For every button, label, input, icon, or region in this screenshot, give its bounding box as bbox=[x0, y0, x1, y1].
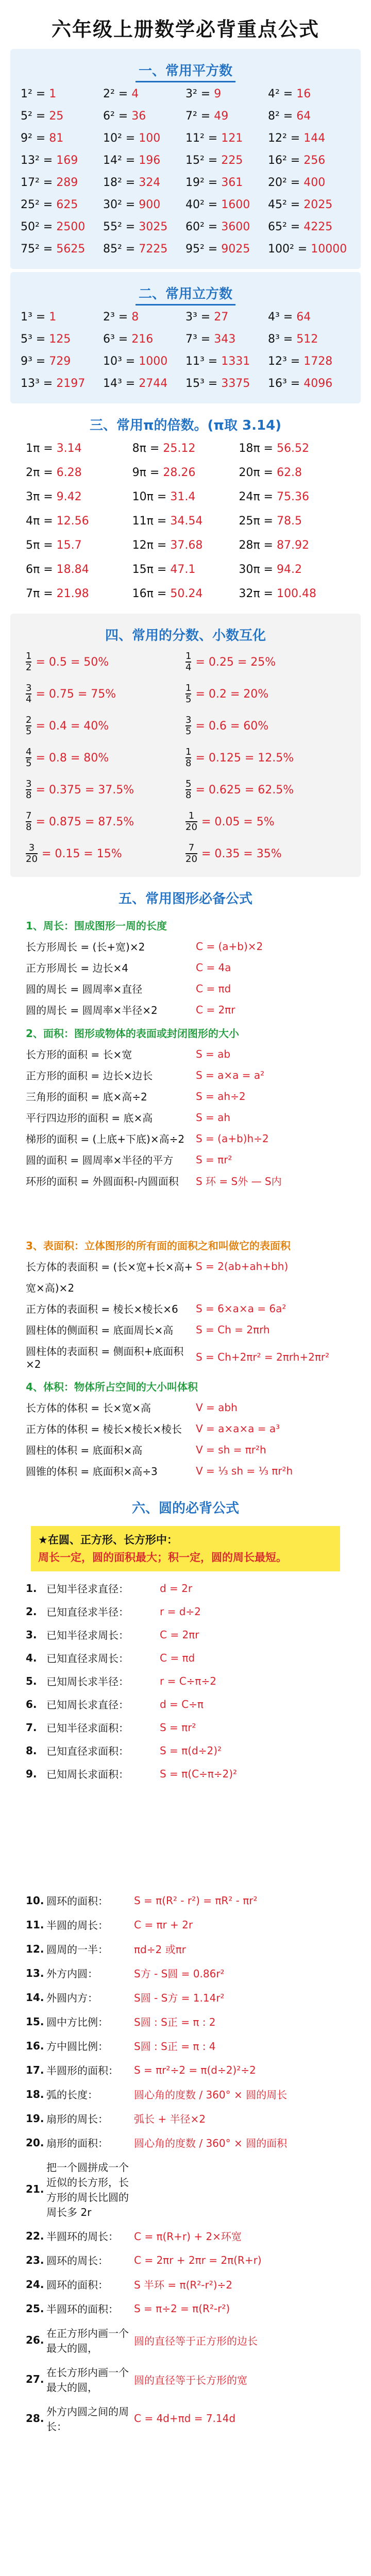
fraction-item: $\frac{4}{5}$ = 0.8 = 80% bbox=[26, 747, 109, 769]
number-cell: 12³ = 1728 bbox=[268, 355, 333, 368]
cube-grid bbox=[10, 308, 361, 393]
circle-formula-row: 2. 已知直径求半径： r = d÷2 bbox=[26, 1605, 201, 1618]
circle-formula-row: 13. 外方内圆： S方 - S圆 = 0.86r² bbox=[26, 1967, 225, 1980]
number-cell: 30² = 900 bbox=[103, 198, 161, 211]
number-cell: 8² = 64 bbox=[268, 110, 311, 123]
formula-row: 梯形的面积 = (上底+下底)×高÷2 S = (a+b)h÷2 bbox=[26, 1132, 269, 1145]
number-cell: 11π = 34.54 bbox=[132, 515, 203, 528]
number-cell: 13² = 169 bbox=[21, 154, 78, 167]
number-cell: 11² = 121 bbox=[185, 132, 243, 145]
number-cell: 8π = 25.12 bbox=[132, 442, 196, 455]
formula-row: 环形的面积 = 外圆面积-内圆面积 S 环 = S外 — S内 bbox=[26, 1175, 282, 1188]
volume-heading: 4、体积：物体所占空间的大小叫体积 bbox=[26, 1381, 198, 1393]
number-cell: 16π = 50.24 bbox=[132, 587, 203, 600]
formula-row: 长方体的体积 = 长×宽×高 V = abh bbox=[26, 1401, 238, 1414]
number-cell: 50² = 2500 bbox=[21, 221, 86, 233]
fraction-item: $\frac{7}{20}$ = 0.35 = 35% bbox=[185, 842, 282, 865]
fraction-item: $\frac{2}{5}$ = 0.4 = 40% bbox=[26, 715, 109, 737]
number-cell: 7π = 21.98 bbox=[26, 587, 89, 600]
formula-section bbox=[10, 877, 361, 1486]
circle-formula-row: 21. 把一个圆拼成一个近似的长方形，长方形的周长比圆的周长多 2r bbox=[26, 2161, 129, 2218]
number-cell: 3² = 9 bbox=[185, 88, 222, 100]
section-title: 二、常用立方数 bbox=[10, 277, 361, 308]
formula-row: 正方形的面积 = 边长×边长 S = a×a = a² bbox=[26, 1069, 265, 1082]
fraction-item: $\frac{1}{4}$ = 0.25 = 25% bbox=[185, 651, 276, 673]
formula-row-cont: 宽×高)×2 bbox=[26, 1282, 75, 1294]
formula-row: 圆的面积 = 圆周率×半径的平方 S = πr² bbox=[26, 1153, 232, 1166]
formula-row: 圆锥的体积 = 底面积×高÷3 V = ⅓ sh = ⅓ πr²h bbox=[26, 1464, 293, 1478]
square-grid bbox=[10, 84, 361, 259]
number-cell: 75² = 5625 bbox=[21, 243, 86, 256]
section-title: 六、圆的必背公式 bbox=[131, 1501, 239, 1516]
circle-formula-row: 10. 圆环的面积： S = π(R² - r²) = πR² - πr² bbox=[26, 1894, 258, 1907]
fraction-item: $\frac{3}{8}$ = 0.375 = 37.5% bbox=[26, 778, 134, 801]
number-cell: 25² = 625 bbox=[21, 198, 78, 211]
number-cell: 13³ = 2197 bbox=[21, 377, 86, 390]
section-title: 五、常用图形必备公式 bbox=[118, 891, 252, 907]
number-cell: 20π = 62.8 bbox=[239, 466, 302, 479]
number-cell: 24π = 75.36 bbox=[239, 490, 309, 503]
circle-formula-row: 9. 已知周长求面积： S = π(C÷π÷2)² bbox=[26, 1767, 238, 1781]
number-cell: 15² = 225 bbox=[185, 154, 243, 167]
fraction-item: $\frac{1}{5}$ = 0.2 = 20% bbox=[185, 683, 269, 705]
formula-row: 长方形周长 = (长+宽)×2 C = (a+b)×2 bbox=[26, 940, 263, 953]
number-cell: 11³ = 1331 bbox=[185, 355, 250, 368]
fraction-item: $\frac{3}{4}$ = 0.75 = 75% bbox=[26, 683, 116, 705]
number-cell: 5π = 15.7 bbox=[26, 539, 82, 552]
number-cell: 16² = 256 bbox=[268, 154, 326, 167]
fraction-item: $\frac{3}{5}$ = 0.6 = 60% bbox=[185, 715, 269, 737]
number-cell: 60² = 3600 bbox=[185, 221, 250, 233]
circle-formula-row: 26. 在正方形内画一个最大的圆， 圆的直径等于正方形的边长 bbox=[26, 2327, 258, 2354]
number-cell: 55² = 3025 bbox=[103, 221, 168, 233]
circle-formula-row: 3. 已知半径求周长： C = 2πr bbox=[26, 1628, 199, 1641]
circle-formula-row: 24. 圆环的面积： S 半环 = π(R²-r²)÷2 bbox=[26, 2278, 233, 2291]
number-cell: 7² = 49 bbox=[185, 110, 229, 123]
formula-row: 三角形的面积 = 底×高÷2 S = ah÷2 bbox=[26, 1090, 246, 1103]
number-cell: 4π = 12.56 bbox=[26, 515, 89, 528]
circle-formula-row: 4. 已知直径求周长： C = πd bbox=[26, 1651, 195, 1665]
number-cell: 2³ = 8 bbox=[103, 311, 139, 324]
number-cell: 20² = 400 bbox=[268, 176, 326, 189]
number-cell: 1π = 3.14 bbox=[26, 442, 82, 455]
circle-formula-row: 22. 半圆环的周长： C = π(R+r) + 2×环宽 bbox=[26, 2229, 242, 2243]
number-cell: 18π = 56.52 bbox=[239, 442, 309, 455]
number-cell: 12π = 37.68 bbox=[132, 539, 203, 552]
number-cell: 8³ = 512 bbox=[268, 333, 318, 346]
number-cell: 19² = 361 bbox=[185, 176, 243, 189]
number-cell: 4² = 16 bbox=[268, 88, 311, 100]
square-numbers-section bbox=[10, 49, 361, 269]
fraction-item: $\frac{7}{8}$ = 0.875 = 87.5% bbox=[26, 810, 134, 833]
fraction-item: $\frac{1}{8}$ = 0.125 = 12.5% bbox=[185, 747, 294, 769]
fraction-grid bbox=[10, 649, 361, 867]
number-cell: 15π = 47.1 bbox=[132, 563, 196, 576]
number-cell: 5² = 25 bbox=[21, 110, 64, 123]
number-cell: 2² = 4 bbox=[103, 88, 139, 100]
fraction-item: $\frac{3}{20}$ = 0.15 = 15% bbox=[26, 842, 122, 865]
cube-numbers-section bbox=[10, 272, 361, 403]
formula-row: 正方体的表面积 = 棱长×棱长×6 S = 6×a×a = 6a² bbox=[26, 1302, 286, 1315]
number-cell: 40² = 1600 bbox=[185, 198, 250, 211]
formula-row: 圆的周长 = 圆周率×半径×2 C = 2πr bbox=[26, 1003, 235, 1016]
number-cell: 32π = 100.48 bbox=[239, 587, 316, 600]
number-cell: 17² = 289 bbox=[21, 176, 78, 189]
circle-formula-row: 23. 圆环的周长： C = 2πr + 2πr = 2π(R+r) bbox=[26, 2253, 262, 2267]
fraction-item: $\frac{1}{20}$ = 0.05 = 5% bbox=[185, 810, 275, 833]
number-cell: 18² = 324 bbox=[103, 176, 161, 189]
formula-row: 圆的周长 = 圆周率×直径 C = πd bbox=[26, 982, 231, 995]
circle-formula-row: 12. 圆周的一半： πd÷2 或πr bbox=[26, 1942, 186, 1956]
formula-row: 正方形周长 = 边长×4 C = 4a bbox=[26, 961, 231, 974]
circle-formula-row: 18. 弧的长度： 圆心角的度数 / 360° × 圆的周长 bbox=[26, 2088, 288, 2101]
formula-row: 圆柱体的侧面积 = 底面周长×高 S = Ch = 2πrh bbox=[26, 1323, 270, 1336]
number-cell: 30π = 94.2 bbox=[239, 563, 302, 576]
number-cell: 85² = 7225 bbox=[103, 243, 168, 256]
number-cell: 6³ = 216 bbox=[103, 333, 154, 346]
number-cell: 6² = 36 bbox=[103, 110, 146, 123]
number-cell: 45² = 2025 bbox=[268, 198, 333, 211]
section-title: 四、常用的分数、小数互化 bbox=[105, 628, 266, 643]
circle-formula-row: 19. 扇形的周长： 弧长 + 半径×2 bbox=[26, 2112, 206, 2125]
number-cell: 10² = 100 bbox=[103, 132, 161, 145]
circle-formula-row: 6. 已知周长求直径： d = C÷π bbox=[26, 1698, 204, 1711]
pi-grid bbox=[10, 439, 361, 603]
number-cell: 4³ = 64 bbox=[268, 311, 311, 324]
number-cell: 9π = 28.26 bbox=[132, 466, 196, 479]
pi-section bbox=[10, 403, 361, 614]
circle-formula-row: 27. 在长方形内画一个最大的圆， 圆的直径等于长方形的宽 bbox=[26, 2366, 247, 2394]
circle-formula-row: 28. 外方内圆之间的周长： C = 4d+πd = 7.14d bbox=[26, 2405, 236, 2433]
area-heading: 2、面积：图形或物体的表面或封闭图形的大小 bbox=[26, 1027, 239, 1040]
page-title: 六年级上册数学必背重点公式 bbox=[51, 18, 319, 41]
circle-formula-row: 7. 已知半径求面积： S = πr² bbox=[26, 1721, 196, 1734]
number-cell: 28π = 87.92 bbox=[239, 539, 309, 552]
fraction-item: $\frac{5}{8}$ = 0.625 = 62.5% bbox=[185, 778, 294, 801]
number-cell: 9³ = 729 bbox=[21, 355, 71, 368]
number-cell: 2π = 6.28 bbox=[26, 466, 82, 479]
section-title: 一、常用平方数 bbox=[10, 54, 361, 84]
number-cell: 12² = 144 bbox=[268, 132, 326, 145]
number-cell: 1² = 1 bbox=[21, 88, 57, 100]
formula-row: 圆柱的体积 = 底面积×高 V = sh = πr²h bbox=[26, 1443, 266, 1456]
number-cell: 65² = 4225 bbox=[268, 221, 333, 233]
number-cell: 16³ = 4096 bbox=[268, 377, 333, 390]
number-cell: 9² = 81 bbox=[21, 132, 64, 145]
number-cell: 7³ = 343 bbox=[185, 333, 236, 346]
number-cell: 3π = 9.42 bbox=[26, 490, 82, 503]
section-title: 三、常用π的倍数。(π取 3.14) bbox=[89, 418, 282, 433]
number-cell: 1³ = 1 bbox=[21, 311, 57, 324]
number-cell: 14³ = 2744 bbox=[103, 377, 168, 390]
fraction-section bbox=[10, 614, 361, 877]
formula-row: 正方体的体积 = 棱长×棱长×棱长 V = a×a×a = a³ bbox=[26, 1422, 280, 1435]
formula-row: 长方体的表面积 = (长×宽+长×高+ S = 2(ab+ah+bh) bbox=[26, 1260, 289, 1273]
surface-heading: 3、表面积：立体图形的所有面的面积之和叫做它的表面积 bbox=[26, 1240, 291, 1252]
formula-row: 平行四边形的面积 = 底×高 S = ah bbox=[26, 1111, 231, 1124]
circle-formula-row: 15. 圆中方比例： S圆 : S正 = π : 2 bbox=[26, 2015, 216, 2028]
formula-row: 长方形的面积 = 长×宽 S = ab bbox=[26, 1047, 231, 1061]
circle-formula-row: 8. 已知直径求面积： S = π(d÷2)² bbox=[26, 1744, 222, 1757]
circle-formula-row: 5. 已知周长求半径： r = C÷π÷2 bbox=[26, 1674, 216, 1688]
number-cell: 6π = 18.84 bbox=[26, 563, 89, 576]
number-cell: 5³ = 125 bbox=[21, 333, 71, 346]
fraction-item: $\frac{1}{2}$ = 0.5 = 50% bbox=[26, 651, 109, 673]
circle-formula-row: 16. 方中圆比例： S圆 : S正 = π : 4 bbox=[26, 2039, 216, 2053]
number-cell: 100² = 10000 bbox=[268, 243, 347, 256]
number-cell: 25π = 78.5 bbox=[239, 515, 302, 528]
circle-formula-row: 14. 外圆内方： S圆 - S方 = 1.14r² bbox=[26, 1991, 225, 2004]
circle-section bbox=[10, 1486, 361, 2448]
circle-formula-row: 17. 半圆形的面积： S = πr²÷2 = π(d÷2)²÷2 bbox=[26, 2063, 256, 2077]
formula-row: 圆柱体的表面积 = 侧面积+底面积×2 S = Ch+2πr² = 2πrh+2πr² bbox=[26, 1345, 330, 1370]
number-cell: 10π = 31.4 bbox=[132, 490, 196, 503]
number-cell: 15³ = 3375 bbox=[185, 377, 250, 390]
circle-formula-row: 11. 半圆的周长： C = πr + 2r bbox=[26, 1918, 193, 1931]
circle-formula-row: 25. 半圆环的面积： S = π÷2 = π(R²-r²) bbox=[26, 2302, 230, 2315]
number-cell: 95² = 9025 bbox=[185, 243, 250, 256]
number-cell: 14² = 196 bbox=[103, 154, 161, 167]
highlight-box: ★在圆、正方形、长方形中： 周长一定，圆的面积最大；积一定，圆的周长最短。 bbox=[31, 1526, 340, 1571]
number-cell: 3³ = 27 bbox=[185, 311, 229, 324]
circle-formula-row: 20. 扇形的面积： 圆心角的度数 / 360° × 圆的面积 bbox=[26, 2136, 288, 2149]
perimeter-heading: 1、周长：围成图形一周的长度 bbox=[26, 920, 167, 932]
circle-formula-row: 1. 已知半径求直径： d = 2r bbox=[26, 1582, 193, 1595]
number-cell: 10³ = 1000 bbox=[103, 355, 168, 368]
